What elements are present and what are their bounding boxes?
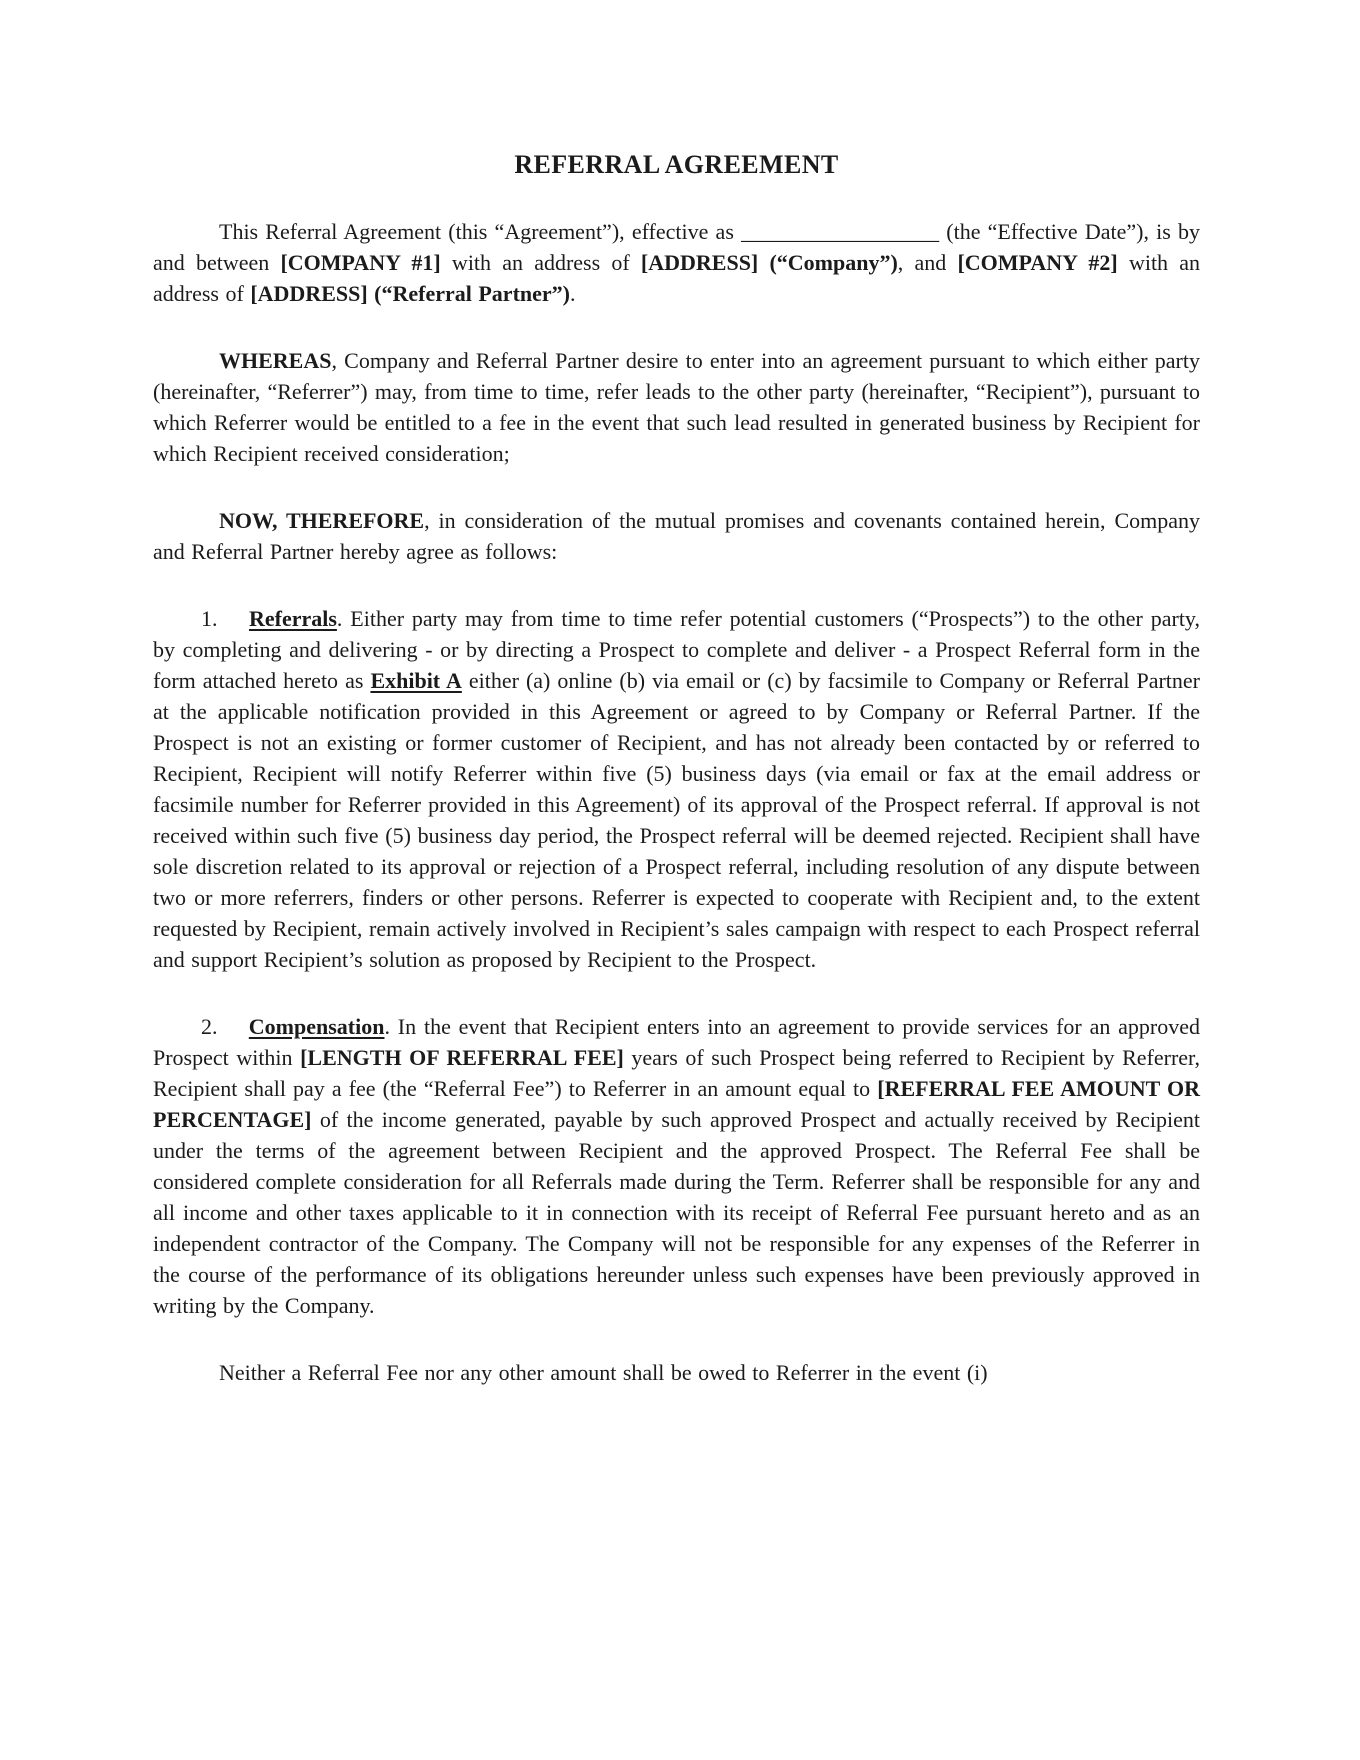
whereas-paragraph xyxy=(153,345,1200,469)
referral-fee-amount-placeholder: [REFERRAL FEE AMOUNT OR PERCENTAGE] xyxy=(153,1076,1200,1132)
company-1-placeholder: [COMPANY #1] xyxy=(280,250,441,275)
text-run: with an address of xyxy=(153,250,1201,306)
document-title: REFERRAL AGREEMENT xyxy=(514,150,839,179)
whereas-keyword: WHEREAS xyxy=(219,348,332,373)
text-run: . In the event that Recipient enters into an agreement to provide services for an approved Prospect within xyxy=(153,1014,1201,1070)
text-run: . xyxy=(570,281,576,306)
text-run: years of such Prospect being referred to Recipient by Referrer, Recipient shall pay a fee (the “Referral Fee”) to Referrer in an amount equal to xyxy=(153,1045,1200,1101)
company-address-placeholder: [ADDRESS] (“Company”) xyxy=(640,250,898,275)
document-body xyxy=(153,216,1200,1388)
text-run: of the income generated, payable by such approved Prospect and actually received by Recipient under the terms of the agreement between Recipient and the approved Prospect. The Referral Fee shall be considered complete consideration for all Referrals made during the Term. Referrer shall be responsible for any and all income and other taxes applicable to it in connection with its receipt of Referral Fee pursuant hereto and as an independent contractor of the Company. The Company will not be responsible for any expenses of the Referrer in the course of the performance of its obligations hereunder unless such expenses have been previously approved in writing by the Company. xyxy=(153,1107,1200,1318)
intro-paragraph xyxy=(153,216,1200,309)
now-therefore-keyword: NOW, THEREFORE xyxy=(219,508,425,533)
text-run: Neither a Referral Fee nor any other amount shall be owed to Referrer in the event (i) xyxy=(219,1360,988,1385)
section-2-heading: Compensation xyxy=(248,1014,385,1039)
section-1-referrals xyxy=(153,603,1200,975)
company-2-placeholder: [COMPANY #2] xyxy=(957,250,1118,275)
section-1-number: 1. xyxy=(201,606,249,631)
section-2-compensation xyxy=(153,1011,1200,1321)
text-run: . Either party may from time to time refer potential customers (“Prospects”) to the other party, by completing and delivering - or by directing a Prospect to complete and deliver - a Prospect Referral form in the form attached hereto as xyxy=(153,606,1201,693)
text-run: , in consideration of the mutual promises and covenants contained herein, Company and Referral Partner hereby agree as follows: xyxy=(153,508,1200,564)
text-run: , and xyxy=(897,250,958,275)
text-run: , Company and Referral Partner desire to enter into an agreement pursuant to which either party (hereinafter, “Referrer”) may, from time to time, refer leads to the other party (hereinafter, “Recipient”), pursuant to which Referrer would be entitled to a fee in the event that such lead resulted in generated business by Recipient for which Recipient received consideration; xyxy=(153,348,1200,466)
referral-fee-length-placeholder: [LENGTH OF REFERRAL FEE] xyxy=(300,1045,624,1070)
text-run: with an address of xyxy=(440,250,641,275)
now-therefore-paragraph xyxy=(153,505,1200,567)
no-fee-paragraph xyxy=(153,1357,1200,1388)
section-1-heading: Referrals xyxy=(248,606,337,631)
section-2-number: 2. xyxy=(201,1014,249,1039)
text-run: This Referral Agreement (this “Agreement”), effective as __________________ (the “Effective Date”), is by and between xyxy=(153,219,1200,275)
text-run: either (a) online (b) via email or (c) by facsimile to Company or Referral Partner at the applicable notification provided in this Agreement or agreed to by Company or Referral Partner. If the Prospect is not an existing or former customer of Recipient, and has not already been contacted by or referred to Recipient, Recipient will notify Referrer within five (5) business days (via email or fax at the email address or facsimile number for Referrer provided in this Agreement) of its approval of the Prospect referral. If approval is not received within such five (5) business day period, the Prospect referral will be deemed rejected. Recipient shall have sole discretion related to its approval or rejection of a Prospect referral, including resolution of any dispute between two or more referrers, finders or other persons. Referrer is expected to cooperate with Recipient and, to the extent requested by Recipient, remain actively involved in Recipient’s sales campaign with respect to each Prospect referral and support Recipient’s solution as proposed by Recipient to the Prospect. xyxy=(153,668,1201,972)
exhibit-a-reference: Exhibit A xyxy=(370,668,462,693)
partner-address-placeholder: [ADDRESS] (“Referral Partner”) xyxy=(250,281,570,306)
